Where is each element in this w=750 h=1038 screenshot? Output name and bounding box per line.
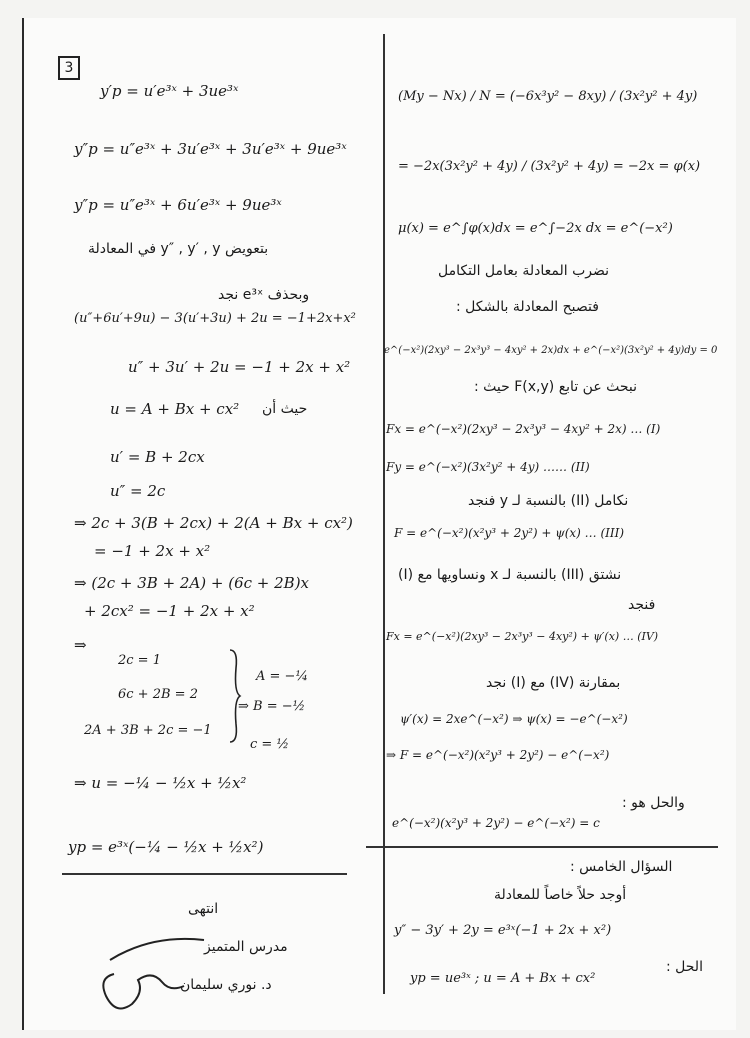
right-line-6: Fy = e^(−x²)(3x²y² + 4y) …… (II) xyxy=(386,460,590,474)
right-arabic-8: والحل هو : xyxy=(622,795,685,811)
teacher-signature xyxy=(92,930,212,1022)
left-arrow: ⇒ xyxy=(74,636,87,654)
right-line-11: e^(−x²)(x²y³ + 2y²) − e^(−x²) = c xyxy=(392,816,600,830)
result-b: ⇒ B = −½ xyxy=(238,699,306,714)
right-arabic-5: نشتق (III) بالنسبة لـ x ونساويها مع (I) xyxy=(398,567,622,583)
left-line-14: ⇒ u = −¼ − ½x + ½x² xyxy=(74,774,247,792)
result-c: c = ½ xyxy=(250,737,290,752)
right-line-4: e^(−x²)(2xy³ − 2x³y³ − 4xy² + 2x)dx + e^(−x²)(3x²y² + 4y)dy = 0 xyxy=(384,345,718,356)
system-brace xyxy=(226,648,242,744)
right-line-13: yp = ue³ˣ ; u = A + Bx + cx² xyxy=(410,971,596,986)
teacher-title: مدرس المتميز xyxy=(204,939,288,955)
right-line-10: ⇒ F = e^(−x²)(x²y³ + 2y²) − e^(−x²) xyxy=(386,748,610,762)
right-line-8: Fx = e^(−x²)(2xy³ − 2x³y³ − 4xy²) + ψ′(x) … (IV) xyxy=(386,630,659,643)
left-line-7: u′ = B + 2cx xyxy=(110,448,205,466)
right-arabic-2: فتصبح المعادلة بالشكل : xyxy=(456,299,599,315)
left-line-9: ⇒ 2c + 3(B + 2cx) + 2(A + Bx + cx²) xyxy=(74,514,353,532)
left-line-8: u″ = 2c xyxy=(110,482,166,500)
right-line-1: (My − Nx) / N = (−6x³y² − 8xy) / (3x²y² + 4y) xyxy=(398,89,698,104)
left-end-rule xyxy=(62,873,347,875)
system-eq-2: 6c + 2B = 2 xyxy=(118,687,198,702)
question-title: السؤال الخامس : xyxy=(570,859,673,875)
left-line-12: + 2cx² = −1 + 2x + x² xyxy=(84,602,255,620)
left-line-4: (u″+6u′+9u) − 3(u′+3u) + 2u = −1+2x+x² xyxy=(74,311,356,326)
teacher-name: د. نوري سليمان xyxy=(180,977,272,993)
question-text: أوجد حلاً خاصاً للمعادلة xyxy=(494,887,627,903)
right-arabic-7: بمقارنة (IV) مع (I) نجد xyxy=(486,675,621,691)
end-label: انتهى xyxy=(188,901,219,917)
left-line-6: u = A + Bx + cx² xyxy=(110,400,240,418)
left-arabic-let: حيث أن xyxy=(262,401,308,417)
left-line-15: yp = e³ˣ(−¼ − ½x + ½x²) xyxy=(68,838,264,856)
left-line-10: = −1 + 2x + x² xyxy=(94,542,211,560)
column-divider xyxy=(383,34,385,994)
solution-label: الحل : xyxy=(666,959,703,975)
left-arabic-substitute: بتعويض y″ , y′ , y في المعادلة xyxy=(88,241,269,257)
left-arabic-delete: وبحذف e³ˣ نجد xyxy=(218,287,310,303)
right-arabic-1: نضرب المعادلة بعامل التكامل xyxy=(438,263,610,279)
right-arabic-3: نبحث عن تابع F(x,y) حيث : xyxy=(474,379,638,395)
left-line-2: y″p = u″e³ˣ + 3u′e³ˣ + 3u′e³ˣ + 9ue³ˣ xyxy=(74,140,347,158)
right-line-12: y″ − 3y′ + 2y = e³ˣ(−1 + 2x + x²) xyxy=(394,923,612,938)
problem-number-box: 3 xyxy=(58,56,80,80)
left-line-11: ⇒ (2c + 3B + 2A) + (6c + 2B)x xyxy=(74,574,310,592)
left-line-5: u″ + 3u′ + 2u = −1 + 2x + x² xyxy=(128,358,351,376)
result-a: A = −¼ xyxy=(256,669,309,684)
right-line-5: Fx = e^(−x²)(2xy³ − 2x³y³ − 4xy² + 2x) … (I) xyxy=(386,422,661,436)
right-arabic-4: نكامل (II) بالنسبة لـ y فنجد xyxy=(468,493,629,509)
right-line-2: = −2x(3x²y² + 4y) / (3x²y² + 4y) = −2x = φ(x) xyxy=(398,159,701,174)
left-line-3: y″p = u″e³ˣ + 6u′e³ˣ + 9ue³ˣ xyxy=(74,196,282,214)
right-arabic-6: فنجد xyxy=(628,597,656,613)
system-eq-1: 2c = 1 xyxy=(118,653,161,668)
right-line-7: F = e^(−x²)(x²y³ + 2y²) + ψ(x) … (III) xyxy=(394,526,625,540)
left-line-1: y′p = u′e³ˣ + 3ue³ˣ xyxy=(100,82,239,100)
right-section-rule xyxy=(366,846,718,848)
right-line-9: ψ′(x) = 2xe^(−x²) ⇒ ψ(x) = −e^(−x²) xyxy=(400,712,628,726)
right-line-3: μ(x) = e^∫φ(x)dx = e^∫−2x dx = e^(−x²) xyxy=(398,221,673,236)
system-eq-3: 2A + 3B + 2c = −1 xyxy=(84,723,212,738)
